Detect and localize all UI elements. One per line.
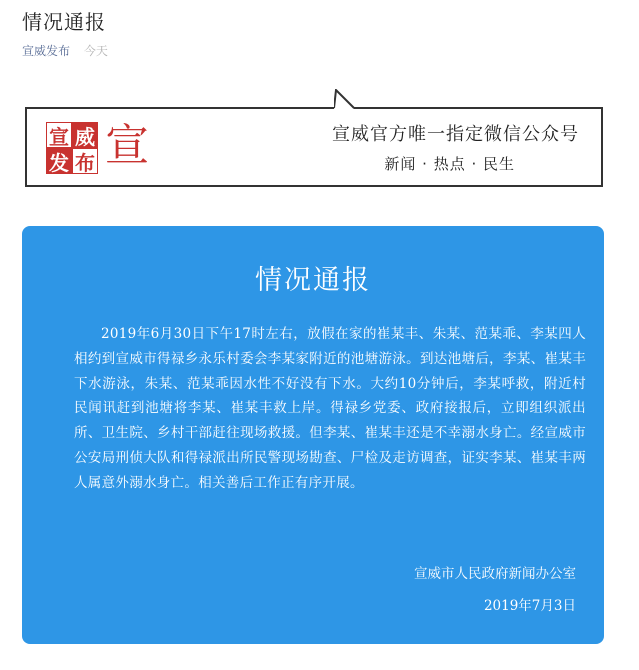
- article-meta: [22, 42, 108, 59]
- publish-date: 今天: [83, 44, 108, 58]
- article-title: 情况通报: [22, 10, 106, 34]
- logo-char: 威: [72, 122, 98, 148]
- notice-card: [22, 226, 604, 644]
- notice-date: 2019年7月3日: [483, 598, 576, 614]
- banner-subtitle: 新闻 · 热点 · 民生: [384, 155, 515, 173]
- logo-char: 宣: [46, 122, 72, 148]
- logo-char: 发: [46, 148, 72, 174]
- account-banner: [25, 107, 603, 187]
- logo-big-char: 宣: [105, 120, 149, 171]
- logo-char: 布: [72, 148, 98, 174]
- notice-body: 2019年6月30日下午17时左右，放假在家的崔某丰、朱某、范某乖、李某四人相约到宣威市得禄乡永乐村委会李某家附近的池塘游泳。到达池塘后，李某、崔某丰下水游泳，朱某、范某乖因水性不好没有下水。大约10分钟后，李某呼救，附近村民闻讯赶到池塘将李某、崔某丰救上岸。得禄乡党委、政府接报后，立即组织派出所、卫生院、乡村干部赶往现场救援。但李某、崔某丰还是不幸溺水身亡。经宣威市公安局刑侦大队和得禄派出所民警现场勘查、尸检及走访调查，证实李某、崔某丰两人属意外溺水身亡。相关善后工作正有序开展。: [74, 326, 586, 491]
- logo-mark: [46, 122, 98, 174]
- author-link[interactable]: 宣威发布: [22, 44, 71, 58]
- speech-bubble-tail-icon: [334, 89, 356, 109]
- banner-slogan: 宣威官方唯一指定微信公众号: [332, 124, 579, 145]
- notice-issuer: 宣威市人民政府新闻办公室: [414, 566, 576, 582]
- notice-heading: 情况通报: [255, 265, 371, 296]
